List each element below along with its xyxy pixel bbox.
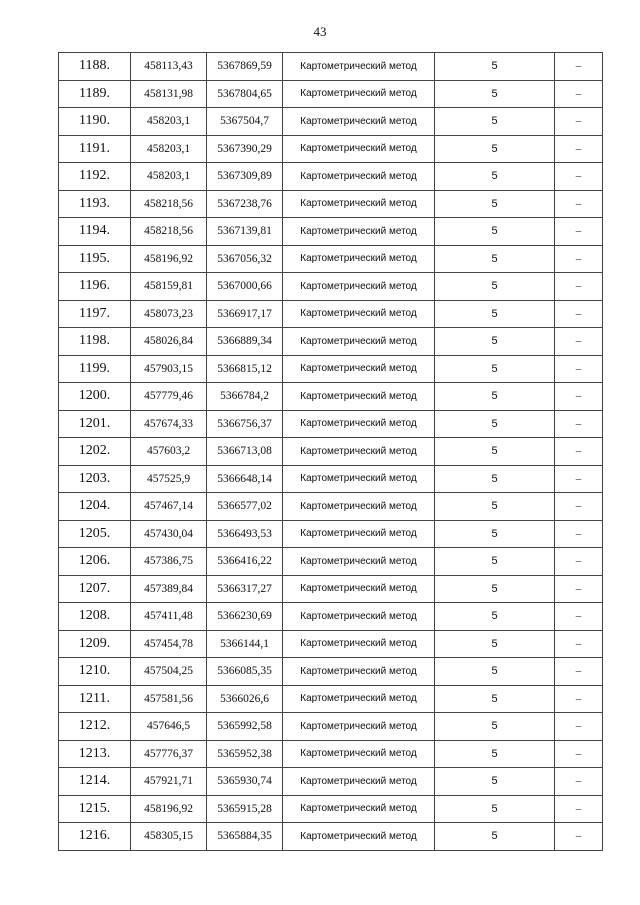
coordinates-table-body — [59, 53, 603, 851]
method-cell: Картометрический метод — [283, 823, 435, 851]
table-row — [59, 300, 603, 328]
y-coordinate-cell: 5367139,81 — [207, 218, 283, 246]
method-cell: Картометрический метод — [283, 575, 435, 603]
method-cell: Картометрический метод — [283, 685, 435, 713]
description-cell: – — [555, 575, 603, 603]
table-row — [59, 163, 603, 191]
point-number-cell: 1200. — [59, 383, 131, 411]
x-coordinate-cell: 457525,9 — [131, 465, 207, 493]
method-cell: Картометрический метод — [283, 603, 435, 631]
method-cell: Картометрический метод — [283, 383, 435, 411]
description-cell: – — [555, 740, 603, 768]
point-number-cell: 1212. — [59, 713, 131, 741]
table-row — [59, 245, 603, 273]
x-coordinate-cell: 458203,1 — [131, 135, 207, 163]
y-coordinate-cell: 5366577,02 — [207, 493, 283, 521]
accuracy-cell: 5 — [435, 218, 555, 246]
accuracy-cell: 5 — [435, 328, 555, 356]
coordinates-table — [58, 52, 603, 851]
table-row — [59, 603, 603, 631]
y-coordinate-cell: 5366085,35 — [207, 658, 283, 686]
y-coordinate-cell: 5366889,34 — [207, 328, 283, 356]
x-coordinate-cell: 457430,04 — [131, 520, 207, 548]
point-number-cell: 1205. — [59, 520, 131, 548]
y-coordinate-cell: 5366416,22 — [207, 548, 283, 576]
point-number-cell: 1216. — [59, 823, 131, 851]
x-coordinate-cell: 457779,46 — [131, 383, 207, 411]
accuracy-cell: 5 — [435, 465, 555, 493]
x-coordinate-cell: 458131,98 — [131, 80, 207, 108]
y-coordinate-cell: 5365992,58 — [207, 713, 283, 741]
accuracy-cell: 5 — [435, 740, 555, 768]
method-cell: Картометрический метод — [283, 190, 435, 218]
y-coordinate-cell: 5365915,28 — [207, 795, 283, 823]
x-coordinate-cell: 457603,2 — [131, 438, 207, 466]
table-row — [59, 795, 603, 823]
method-cell: Картометрический метод — [283, 218, 435, 246]
method-cell: Картометрический метод — [283, 135, 435, 163]
x-coordinate-cell: 458073,23 — [131, 300, 207, 328]
y-coordinate-cell: 5366317,27 — [207, 575, 283, 603]
description-cell: – — [555, 713, 603, 741]
accuracy-cell: 5 — [435, 520, 555, 548]
table-row — [59, 108, 603, 136]
point-number-cell: 1213. — [59, 740, 131, 768]
table-row — [59, 53, 603, 81]
point-number-cell: 1189. — [59, 80, 131, 108]
table-row — [59, 520, 603, 548]
y-coordinate-cell: 5367504,7 — [207, 108, 283, 136]
y-coordinate-cell: 5366230,69 — [207, 603, 283, 631]
y-coordinate-cell: 5366756,37 — [207, 410, 283, 438]
x-coordinate-cell: 458203,1 — [131, 163, 207, 191]
description-cell: – — [555, 630, 603, 658]
description-cell: – — [555, 383, 603, 411]
point-number-cell: 1191. — [59, 135, 131, 163]
x-coordinate-cell: 457467,14 — [131, 493, 207, 521]
x-coordinate-cell: 457389,84 — [131, 575, 207, 603]
description-cell: – — [555, 355, 603, 383]
method-cell: Картометрический метод — [283, 520, 435, 548]
table-row — [59, 273, 603, 301]
x-coordinate-cell: 458026,84 — [131, 328, 207, 356]
point-number-cell: 1214. — [59, 768, 131, 796]
description-cell: – — [555, 658, 603, 686]
method-cell: Картометрический метод — [283, 80, 435, 108]
description-cell: – — [555, 135, 603, 163]
y-coordinate-cell: 5365884,35 — [207, 823, 283, 851]
accuracy-cell: 5 — [435, 163, 555, 191]
description-cell: – — [555, 245, 603, 273]
point-number-cell: 1202. — [59, 438, 131, 466]
accuracy-cell: 5 — [435, 438, 555, 466]
table-row — [59, 135, 603, 163]
x-coordinate-cell: 457903,15 — [131, 355, 207, 383]
method-cell: Картометрический метод — [283, 493, 435, 521]
y-coordinate-cell: 5367056,32 — [207, 245, 283, 273]
point-number-cell: 1188. — [59, 53, 131, 81]
accuracy-cell: 5 — [435, 795, 555, 823]
method-cell: Картометрический метод — [283, 273, 435, 301]
method-cell: Картометрический метод — [283, 438, 435, 466]
x-coordinate-cell: 457386,75 — [131, 548, 207, 576]
point-number-cell: 1211. — [59, 685, 131, 713]
table-row — [59, 575, 603, 603]
table-row — [59, 355, 603, 383]
description-cell: – — [555, 80, 603, 108]
description-cell: – — [555, 465, 603, 493]
method-cell: Картометрический метод — [283, 465, 435, 493]
accuracy-cell: 5 — [435, 273, 555, 301]
point-number-cell: 1190. — [59, 108, 131, 136]
method-cell: Картометрический метод — [283, 795, 435, 823]
x-coordinate-cell: 458113,43 — [131, 53, 207, 81]
table-row — [59, 80, 603, 108]
point-number-cell: 1201. — [59, 410, 131, 438]
x-coordinate-cell: 457674,33 — [131, 410, 207, 438]
point-number-cell: 1198. — [59, 328, 131, 356]
x-coordinate-cell: 458305,15 — [131, 823, 207, 851]
accuracy-cell: 5 — [435, 658, 555, 686]
x-coordinate-cell: 457921,71 — [131, 768, 207, 796]
y-coordinate-cell: 5367309,89 — [207, 163, 283, 191]
description-cell: – — [555, 795, 603, 823]
method-cell: Картометрический метод — [283, 768, 435, 796]
accuracy-cell: 5 — [435, 108, 555, 136]
accuracy-cell: 5 — [435, 410, 555, 438]
accuracy-cell: 5 — [435, 630, 555, 658]
point-number-cell: 1210. — [59, 658, 131, 686]
x-coordinate-cell: 457581,56 — [131, 685, 207, 713]
accuracy-cell: 5 — [435, 53, 555, 81]
accuracy-cell: 5 — [435, 383, 555, 411]
point-number-cell: 1199. — [59, 355, 131, 383]
method-cell: Картометрический метод — [283, 548, 435, 576]
table-row — [59, 493, 603, 521]
table-row — [59, 768, 603, 796]
description-cell: – — [555, 163, 603, 191]
accuracy-cell: 5 — [435, 575, 555, 603]
accuracy-cell: 5 — [435, 135, 555, 163]
accuracy-cell: 5 — [435, 190, 555, 218]
table-row — [59, 190, 603, 218]
method-cell: Картометрический метод — [283, 740, 435, 768]
accuracy-cell: 5 — [435, 300, 555, 328]
accuracy-cell: 5 — [435, 685, 555, 713]
x-coordinate-cell: 457646,5 — [131, 713, 207, 741]
x-coordinate-cell: 458218,56 — [131, 218, 207, 246]
y-coordinate-cell: 5367804,65 — [207, 80, 283, 108]
point-number-cell: 1192. — [59, 163, 131, 191]
accuracy-cell: 5 — [435, 80, 555, 108]
table-row — [59, 438, 603, 466]
table-row — [59, 218, 603, 246]
y-coordinate-cell: 5367869,59 — [207, 53, 283, 81]
description-cell: – — [555, 218, 603, 246]
point-number-cell: 1207. — [59, 575, 131, 603]
description-cell: – — [555, 328, 603, 356]
method-cell: Картометрический метод — [283, 163, 435, 191]
description-cell: – — [555, 548, 603, 576]
table-row — [59, 410, 603, 438]
point-number-cell: 1197. — [59, 300, 131, 328]
method-cell: Картометрический метод — [283, 300, 435, 328]
table-row — [59, 548, 603, 576]
y-coordinate-cell: 5366713,08 — [207, 438, 283, 466]
x-coordinate-cell: 458203,1 — [131, 108, 207, 136]
y-coordinate-cell: 5366815,12 — [207, 355, 283, 383]
description-cell: – — [555, 438, 603, 466]
description-cell: – — [555, 823, 603, 851]
description-cell: – — [555, 108, 603, 136]
accuracy-cell: 5 — [435, 768, 555, 796]
x-coordinate-cell: 458218,56 — [131, 190, 207, 218]
table-row — [59, 630, 603, 658]
point-number-cell: 1215. — [59, 795, 131, 823]
method-cell: Картометрический метод — [283, 658, 435, 686]
method-cell: Картометрический метод — [283, 245, 435, 273]
y-coordinate-cell: 5366648,14 — [207, 465, 283, 493]
method-cell: Картометрический метод — [283, 53, 435, 81]
point-number-cell: 1208. — [59, 603, 131, 631]
y-coordinate-cell: 5366784,2 — [207, 383, 283, 411]
y-coordinate-cell: 5367390,29 — [207, 135, 283, 163]
method-cell: Картометрический метод — [283, 108, 435, 136]
accuracy-cell: 5 — [435, 548, 555, 576]
accuracy-cell: 5 — [435, 713, 555, 741]
description-cell: – — [555, 520, 603, 548]
description-cell: – — [555, 685, 603, 713]
point-number-cell: 1204. — [59, 493, 131, 521]
x-coordinate-cell: 458159,81 — [131, 273, 207, 301]
method-cell: Картометрический метод — [283, 410, 435, 438]
point-number-cell: 1196. — [59, 273, 131, 301]
point-number-cell: 1206. — [59, 548, 131, 576]
description-cell: – — [555, 493, 603, 521]
x-coordinate-cell: 458196,92 — [131, 795, 207, 823]
x-coordinate-cell: 457776,37 — [131, 740, 207, 768]
accuracy-cell: 5 — [435, 823, 555, 851]
y-coordinate-cell: 5366026,6 — [207, 685, 283, 713]
y-coordinate-cell: 5365952,38 — [207, 740, 283, 768]
accuracy-cell: 5 — [435, 493, 555, 521]
x-coordinate-cell: 457411,48 — [131, 603, 207, 631]
y-coordinate-cell: 5367238,76 — [207, 190, 283, 218]
y-coordinate-cell: 5366917,17 — [207, 300, 283, 328]
table-row — [59, 823, 603, 851]
table-row — [59, 383, 603, 411]
x-coordinate-cell: 458196,92 — [131, 245, 207, 273]
y-coordinate-cell: 5366493,53 — [207, 520, 283, 548]
method-cell: Картометрический метод — [283, 328, 435, 356]
description-cell: – — [555, 53, 603, 81]
point-number-cell: 1194. — [59, 218, 131, 246]
method-cell: Картометрический метод — [283, 355, 435, 383]
y-coordinate-cell: 5366144,1 — [207, 630, 283, 658]
description-cell: – — [555, 273, 603, 301]
point-number-cell: 1193. — [59, 190, 131, 218]
page-number: 43 — [313, 24, 327, 39]
description-cell: – — [555, 603, 603, 631]
table-row — [59, 465, 603, 493]
point-number-cell: 1195. — [59, 245, 131, 273]
description-cell: – — [555, 410, 603, 438]
table-row — [59, 658, 603, 686]
point-number-cell: 1209. — [59, 630, 131, 658]
description-cell: – — [555, 300, 603, 328]
description-cell: – — [555, 190, 603, 218]
y-coordinate-cell: 5365930,74 — [207, 768, 283, 796]
method-cell: Картометрический метод — [283, 630, 435, 658]
description-cell: – — [555, 768, 603, 796]
accuracy-cell: 5 — [435, 245, 555, 273]
accuracy-cell: 5 — [435, 603, 555, 631]
x-coordinate-cell: 457504,25 — [131, 658, 207, 686]
table-row — [59, 685, 603, 713]
point-number-cell: 1203. — [59, 465, 131, 493]
table-row — [59, 740, 603, 768]
accuracy-cell: 5 — [435, 355, 555, 383]
y-coordinate-cell: 5367000,66 — [207, 273, 283, 301]
method-cell: Картометрический метод — [283, 713, 435, 741]
table-row — [59, 713, 603, 741]
table-row — [59, 328, 603, 356]
x-coordinate-cell: 457454,78 — [131, 630, 207, 658]
